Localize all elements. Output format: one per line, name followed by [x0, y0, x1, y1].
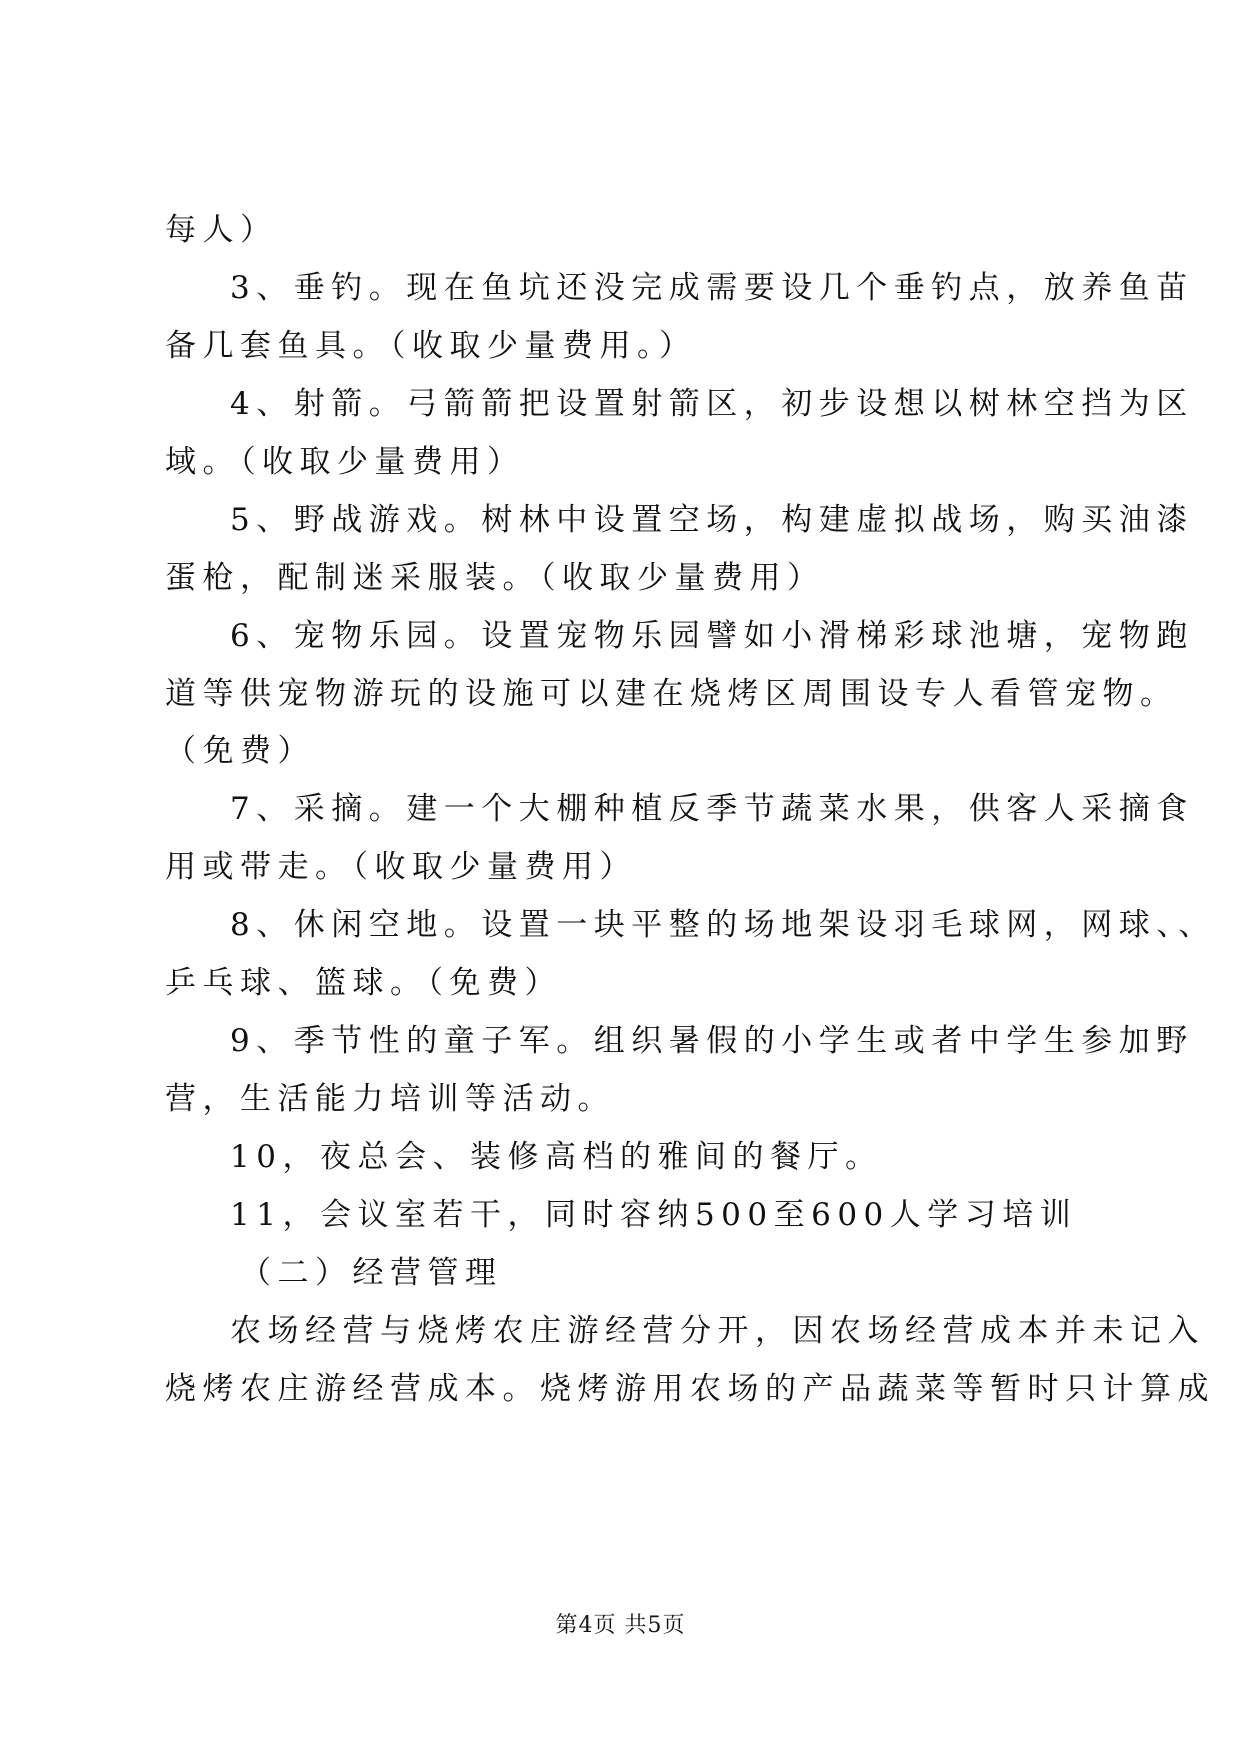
- text-line: 域。（收取少量费用）: [165, 444, 525, 480]
- text-line: 5、野战游戏。树林中设置空场，构建虚拟战场，购买油漆: [230, 502, 1194, 538]
- text-line: 营，生活能力培训等活动。: [165, 1081, 615, 1117]
- text-line: 备几套鱼具。（收取少量费用。）: [165, 328, 697, 364]
- text-line: 11，会议室若干，同时容纳500至600人学习培训: [230, 1197, 1078, 1233]
- text-line: 10，夜总会、装修高档的雅间的餐厅。: [230, 1139, 883, 1175]
- text-line: 烧烤农庄游经营成本。烧烤游用农场的产品蔬菜等暂时只计算成: [165, 1371, 1215, 1407]
- text-line: 4、射箭。弓箭箭把设置射箭区，初步设想以树林空挡为区: [230, 386, 1194, 422]
- text-line: 每人）: [165, 212, 278, 248]
- page-footer: 第4页 共5页: [555, 1613, 686, 1638]
- section-heading: （二）经营管理: [240, 1255, 503, 1291]
- text-line: 7、采摘。建一个大棚种植反季节蔬菜水果，供客人采摘食: [230, 791, 1194, 827]
- text-line: 道等供宠物游玩的设施可以建在烧烤区周围设专人看管宠物。: [165, 676, 1178, 712]
- text-line: 8、休闲空地。设置一块平整的场地架设羽毛球网，网球、、: [230, 907, 1216, 943]
- text-line: 3、垂钓。现在鱼坑还没完成需要设几个垂钓点，放养鱼苗: [230, 270, 1194, 306]
- text-line: 9、季节性的童子军。组织暑假的小学生或者中学生参加野: [230, 1023, 1194, 1059]
- text-line: 农场经营与烧烤农庄游经营分开，因农场经营成本并未记入: [230, 1313, 1205, 1349]
- text-line: 乒乓球、篮球。（免费）: [165, 965, 562, 1001]
- text-line: 6、宠物乐园。设置宠物乐园譬如小滑梯彩球池塘，宠物跑: [230, 618, 1194, 654]
- text-line: 用或带走。（收取少量费用）: [165, 849, 637, 885]
- text-line: 蛋枪，配制迷采服装。（收取少量费用）: [165, 560, 825, 596]
- text-line: （免费）: [165, 733, 315, 769]
